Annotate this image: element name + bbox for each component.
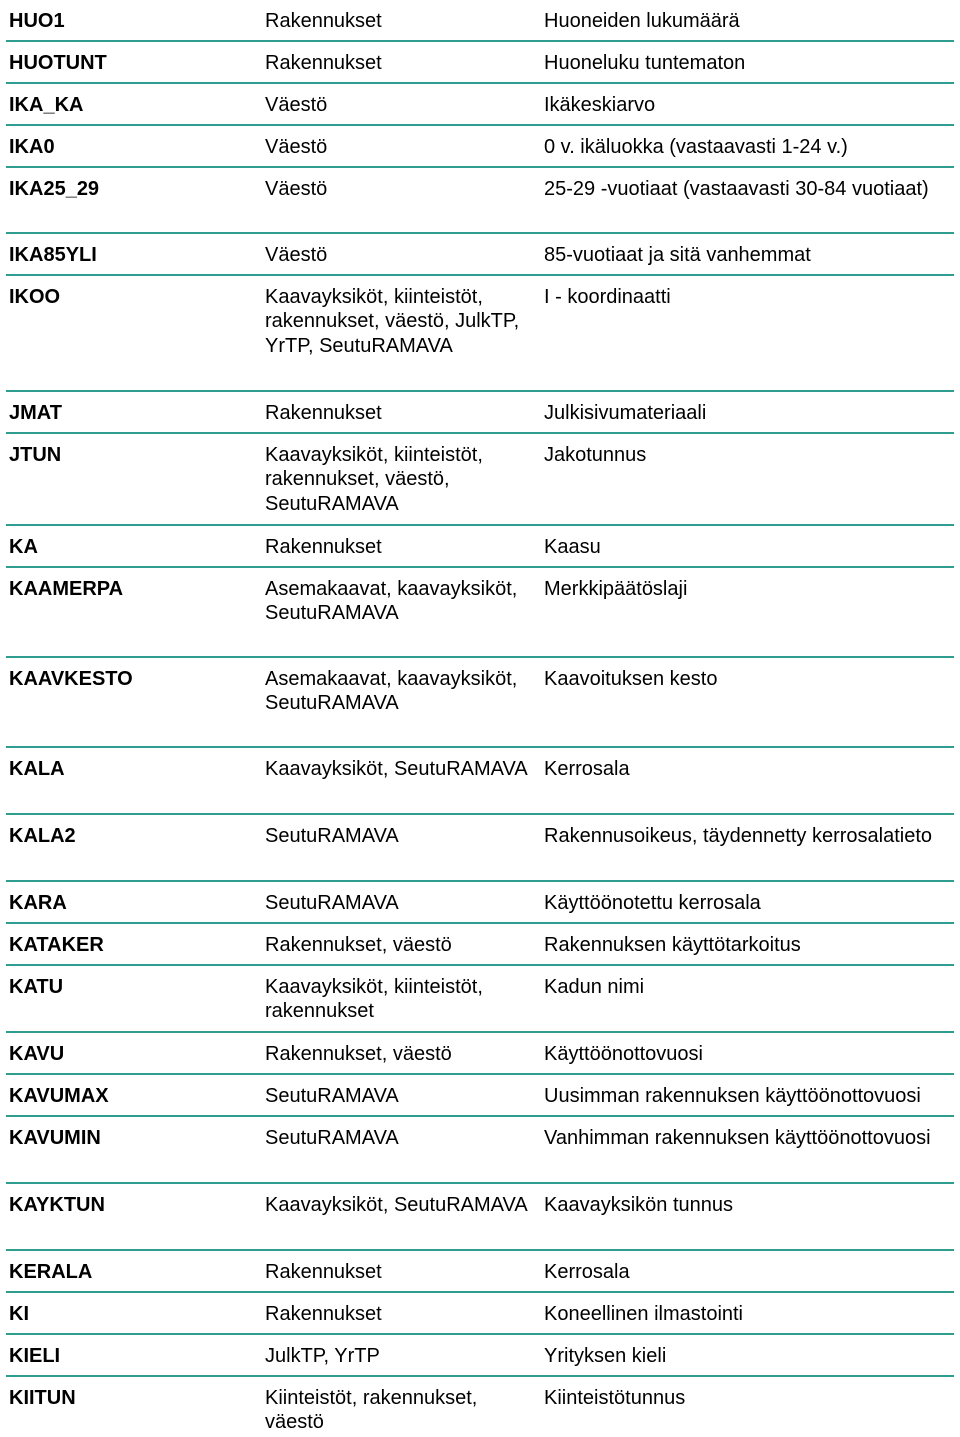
source-cell: Rakennukset [265, 1261, 382, 1283]
description-cell: Huoneluku tuntematon [544, 52, 746, 74]
description-cell: Yrityksen kieli [544, 1345, 667, 1367]
description-cell: Rakennusoikeus, täydennetty kerrosalatieto [544, 825, 933, 847]
code-cell: KI [9, 1303, 29, 1325]
source-cell: Asemakaavat, kaavayksiköt, SeutuRAMAVA [265, 578, 518, 625]
description-cell: Käyttöönotettu kerrosala [544, 892, 761, 914]
table-row [6, 966, 954, 1033]
code-cell: HUO1 [9, 10, 65, 32]
description-cell: Ikäkeskiarvo [544, 94, 656, 116]
description-cell: Merkkipäätöslaji [544, 578, 688, 600]
code-cell: IKA25_29 [9, 178, 100, 200]
description-cell: Julkisivumateriaali [544, 402, 707, 424]
table-row [6, 1184, 954, 1251]
description-cell: Rakennuksen käyttötarkoitus [544, 934, 801, 956]
description-cell: Kaavoituksen kesto [544, 668, 718, 690]
source-cell: Rakennukset [265, 10, 382, 32]
source-cell: Kaavayksiköt, kiinteistöt, rakennukset, väestö, SeutuRAMAVA [265, 444, 483, 515]
description-cell: Koneellinen ilmastointi [544, 1303, 744, 1325]
source-cell: Kaavayksiköt, SeutuRAMAVA [265, 758, 528, 780]
source-cell: Kaavayksiköt, kiinteistöt, rakennukset, väestö, JulkTP, YrTP, SeutuRAMAVA [265, 286, 520, 357]
source-cell: Rakennukset [265, 402, 382, 424]
description-cell: Jakotunnus [544, 444, 647, 466]
description-cell: Vanhimman rakennuksen käyttöönottovuosi [544, 1127, 931, 1149]
table-row [6, 434, 954, 526]
source-cell: JulkTP, YrTP [265, 1345, 380, 1367]
code-cell: KATAKER [9, 934, 104, 956]
source-cell: SeutuRAMAVA [265, 1127, 399, 1149]
code-cell: IKA_KA [9, 94, 84, 116]
code-cell: KAAVKESTO [9, 668, 133, 690]
source-cell: Väestö [265, 178, 328, 200]
description-cell: Uusimman rakennuksen käyttöönottovuosi [544, 1085, 921, 1107]
table-row [6, 1377, 954, 1437]
description-cell: I - koordinaatti [544, 286, 671, 308]
attribute-table [6, 0, 954, 1437]
code-cell: KALA2 [9, 825, 76, 847]
code-cell: KIELI [9, 1345, 61, 1367]
table-row [6, 1033, 954, 1075]
table-row [6, 1335, 954, 1377]
source-cell: SeutuRAMAVA [265, 892, 399, 914]
code-cell: KIITUN [9, 1387, 76, 1409]
table-row [6, 276, 954, 392]
source-cell: Rakennukset [265, 536, 382, 558]
source-cell: Rakennukset [265, 1303, 382, 1325]
code-cell: HUOTUNT [9, 52, 107, 74]
source-cell: Kiinteistöt, rakennukset, väestö [265, 1387, 478, 1434]
code-cell: JTUN [9, 444, 62, 466]
code-cell: KALA [9, 758, 65, 780]
source-cell: SeutuRAMAVA [265, 1085, 399, 1107]
table-row [6, 815, 954, 882]
table-row [6, 84, 954, 126]
description-cell: 0 v. ikäluokka (vastaavasti 1-24 v.) [544, 136, 848, 158]
description-cell: Kerrosala [544, 758, 630, 780]
code-cell: JMAT [9, 402, 62, 424]
description-cell: Kaavayksikön tunnus [544, 1194, 734, 1216]
code-cell: IKA0 [9, 136, 55, 158]
table-row [6, 0, 954, 42]
description-cell: Kadun nimi [544, 976, 645, 998]
description-cell: 85-vuotiaat ja sitä vanhemmat [544, 244, 811, 266]
source-cell: Kaavayksiköt, SeutuRAMAVA [265, 1194, 528, 1216]
table-row [6, 392, 954, 434]
source-cell: Asemakaavat, kaavayksiköt, SeutuRAMAVA [265, 668, 518, 715]
description-cell: Kiinteistötunnus [544, 1387, 686, 1409]
source-cell: Väestö [265, 244, 328, 266]
table-row [6, 658, 954, 748]
table-row [6, 924, 954, 966]
table-row [6, 748, 954, 815]
source-cell: Rakennukset [265, 52, 382, 74]
source-cell: Rakennukset, väestö [265, 934, 452, 956]
description-cell: Huoneiden lukumäärä [544, 10, 740, 32]
code-cell: KAVU [9, 1043, 65, 1065]
code-cell: KAAMERPA [9, 578, 124, 600]
table-row [6, 882, 954, 924]
code-cell: KAYKTUN [9, 1194, 105, 1216]
source-cell: Väestö [265, 94, 328, 116]
code-cell: IKA85YLI [9, 244, 97, 266]
table-row [6, 1075, 954, 1117]
source-cell: SeutuRAMAVA [265, 825, 399, 847]
code-cell: KAVUMIN [9, 1127, 101, 1149]
description-cell: Käyttöönottovuosi [544, 1043, 703, 1065]
description-cell: Kerrosala [544, 1261, 630, 1283]
table-row [6, 526, 954, 568]
source-cell: Rakennukset, väestö [265, 1043, 452, 1065]
code-cell: KERALA [9, 1261, 93, 1283]
code-cell: KARA [9, 892, 67, 914]
code-cell: IKOO [9, 286, 61, 308]
table-row [6, 1251, 954, 1293]
table-row [6, 568, 954, 658]
code-cell: KA [9, 536, 38, 558]
description-cell: Kaasu [544, 536, 601, 558]
table-row [6, 168, 954, 234]
table-row [6, 126, 954, 168]
table-row [6, 1117, 954, 1184]
source-cell: Kaavayksiköt, kiinteistöt, rakennukset [265, 976, 483, 1023]
source-cell: Väestö [265, 136, 328, 158]
table-row [6, 1293, 954, 1335]
table-row [6, 42, 954, 84]
table-row [6, 234, 954, 276]
code-cell: KATU [9, 976, 64, 998]
description-cell: 25-29 -vuotiaat (vastaavasti 30-84 vuotiaat) [544, 178, 929, 200]
code-cell: KAVUMAX [9, 1085, 109, 1107]
